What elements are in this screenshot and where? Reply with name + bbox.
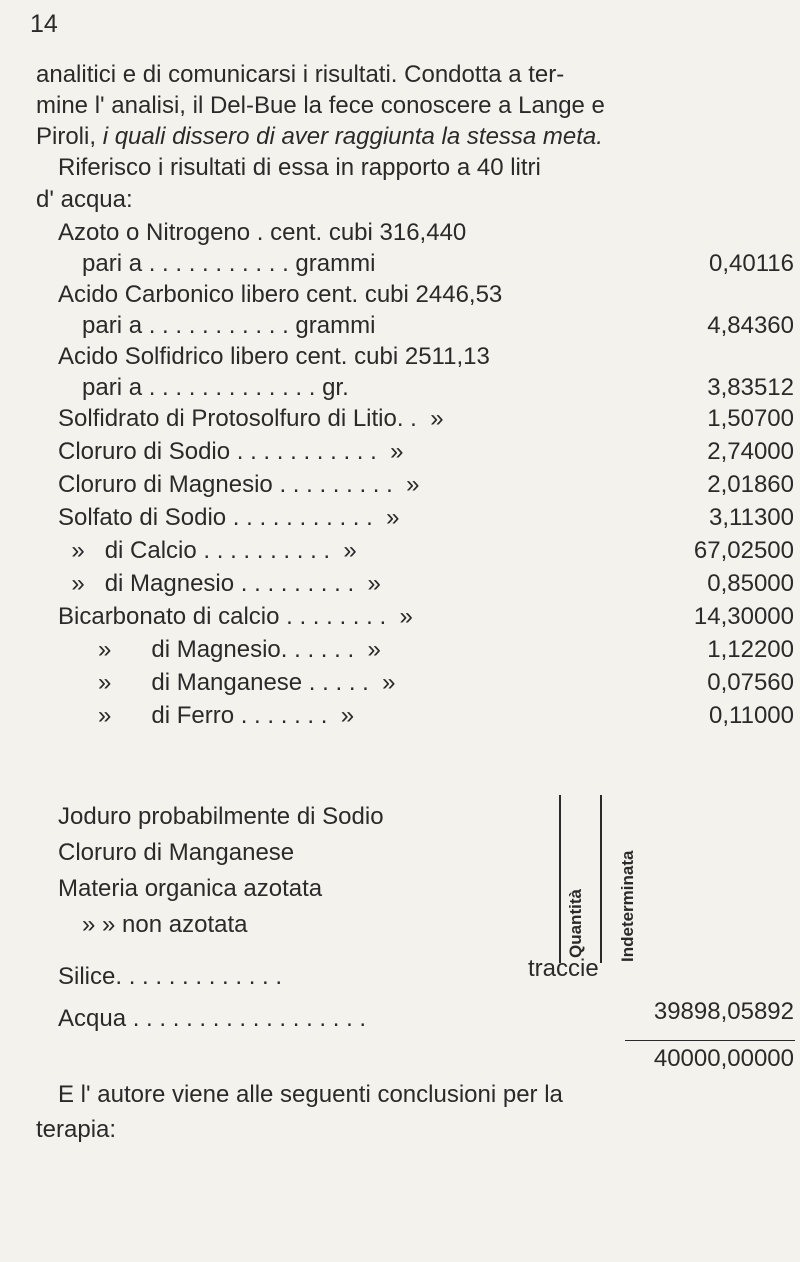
row-label: Solfato di Sodio . . . . . . . . . . . » [58,504,400,531]
brace-item-2: Cloruro di Manganese [58,839,295,866]
row-value: 2,74000 [707,438,794,465]
row-label: Cloruro di Magnesio . . . . . . . . . » [58,471,420,498]
brace-label-indeterminata: Indeterminata [618,850,637,962]
silice-label: Silice. . . . . . . . . . . . . [58,963,283,990]
row-value: 0,40116 [709,250,794,277]
brace-item-3: Materia organica azotata [58,875,323,902]
page-number: 14 [30,10,58,38]
intro-line-3 [36,122,603,152]
brace-label-quantita: Quantità [566,889,585,958]
row-value: 1,12200 [707,636,794,663]
closing-line-1: E l' autore viene alle seguenti conclusioni per la [58,1081,563,1108]
row-value: 1,50700 [707,405,794,432]
row-value: 67,02500 [693,537,794,564]
row-value: 0,85000 [707,570,794,597]
intro-line-2: mine l' analisi, il Del-Bue la fece conoscere a Lange e [36,92,605,119]
silice-value: traccie [528,955,599,982]
brace-item-4: » » non azotata [82,911,248,938]
intro-line-4: Riferisco i risultati di essa in rapporto a 40 litri [58,154,541,181]
intro-line-3-start: Piroli, [36,123,103,150]
row-label: » di Magnesio . . . . . . . . . » [58,570,381,597]
left-brace [549,795,561,963]
row-value: 14,30000 [693,603,794,630]
row-label: » di Magnesio. . . . . . » [58,636,381,663]
row-label: » di Calcio . . . . . . . . . . » [58,537,357,564]
sum-rule [625,1040,795,1041]
closing-line-2: terapia: [36,1116,117,1143]
row-label: Solfidrato di Protosolfuro di Litio. . » [58,405,444,432]
row-value: 2,01860 [707,471,794,498]
intro-line-3-italic: i quali dissero di aver raggiunta la stessa meta. [102,123,603,150]
row-label: Acido Solfidrico libero cent. cubi 2511,13 [58,343,490,370]
right-brace [600,795,612,963]
row-value: 3,83512 [707,374,794,401]
row-label: pari a . . . . . . . . . . . grammi [82,312,376,339]
row-label: pari a . . . . . . . . . . . . . gr. [82,374,349,401]
row-value: 0,11000 [709,702,794,729]
acqua-label: Acqua . . . . . . . . . . . . . . . . . . [58,1005,367,1032]
acqua-value: 39898,05892 [653,998,794,1025]
row-label: Cloruro di Sodio . . . . . . . . . . . » [58,438,404,465]
row-label: pari a . . . . . . . . . . . grammi [82,250,376,277]
row-label: » di Ferro . . . . . . . » [58,702,355,729]
row-value: 0,07560 [707,669,794,696]
row-label: » di Manganese . . . . . » [58,669,396,696]
total-value: 40000,00000 [653,1045,794,1072]
row-label: Acido Carbonico libero cent. cubi 2446,53 [58,281,503,308]
brace-item-1: Joduro probabilmente di Sodio [58,803,384,830]
intro-line-1: analitici e di comunicarsi i risultati. Condotta a ter- [36,61,565,88]
row-value: 4,84360 [707,312,794,339]
row-value: 3,11300 [709,504,794,531]
row-label: Bicarbonato di calcio . . . . . . . . » [58,603,413,630]
row-label: Azoto o Nitrogeno . cent. cubi 316,440 [58,219,467,246]
intro-line-5: d' acqua: [36,186,133,213]
